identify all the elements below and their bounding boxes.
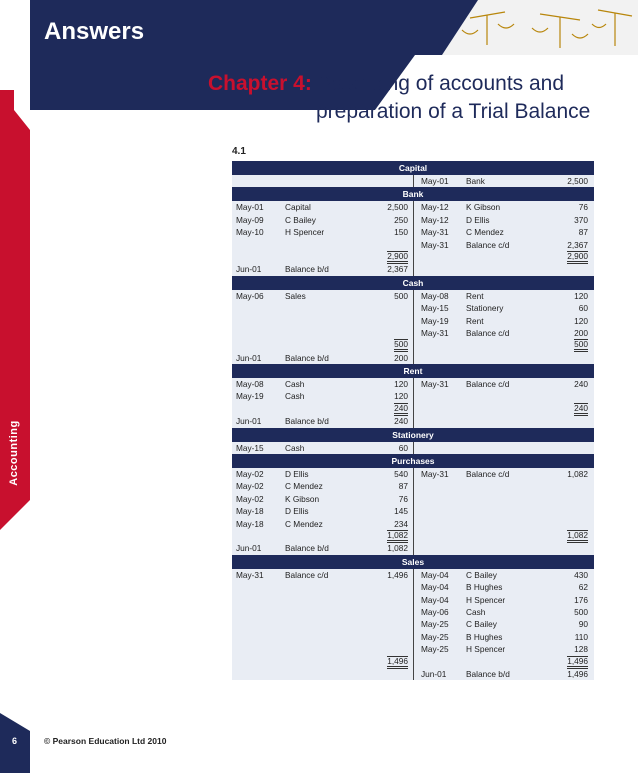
- credit-amount: 500: [574, 339, 588, 352]
- copyright: © Pearson Education Ltd 2010: [44, 736, 167, 746]
- debit-amount: 500: [394, 290, 408, 301]
- credit-date: May-31: [421, 239, 449, 250]
- debit-date: May-18: [236, 506, 264, 517]
- credit-particulars: Balance c/d: [466, 469, 510, 480]
- credit-amount: 62: [578, 582, 588, 593]
- debit-amount: 76: [398, 493, 408, 504]
- credit-date: Jun-01: [421, 668, 447, 679]
- debit-amount: 120: [394, 391, 408, 402]
- debit-amount: 500: [394, 339, 408, 352]
- ledger-row: [232, 175, 594, 187]
- debit-amount: 1,082: [387, 543, 408, 554]
- total-row: [232, 530, 594, 542]
- question-number: 4.1: [232, 146, 246, 157]
- ledger-row: [232, 643, 594, 655]
- ledger-row: [232, 302, 594, 314]
- debit-particulars: Cash: [285, 379, 305, 390]
- account-title-cash: Cash: [232, 276, 594, 290]
- credit-date: May-12: [421, 214, 449, 225]
- ledger-row: [232, 214, 594, 226]
- ledger-row: [232, 239, 594, 251]
- debit-amount: 1,496: [387, 569, 408, 580]
- ledger-row: [232, 327, 594, 339]
- credit-date: May-06: [421, 606, 449, 617]
- credit-particulars: Balance c/d: [466, 327, 510, 338]
- debit-date: May-10: [236, 227, 264, 238]
- debit-date: May-15: [236, 442, 264, 453]
- ledger-row: [232, 415, 594, 427]
- credit-date: May-19: [421, 315, 449, 326]
- debit-date: May-19: [236, 391, 264, 402]
- debit-amount: 2,900: [387, 251, 408, 264]
- debit-amount: 1,082: [387, 530, 408, 543]
- debit-date: May-18: [236, 518, 264, 529]
- credit-amount: 430: [574, 569, 588, 580]
- credit-particulars: Balance b/d: [466, 668, 510, 679]
- ledger-row: [232, 493, 594, 505]
- debit-particulars: Balance b/d: [285, 352, 329, 363]
- credit-date: May-31: [421, 469, 449, 480]
- credit-amount: 76: [578, 202, 588, 213]
- account-body: [232, 442, 594, 454]
- total-row: [232, 403, 594, 415]
- debit-amount: 145: [394, 506, 408, 517]
- credit-amount: 370: [574, 214, 588, 225]
- debit-amount: 250: [394, 214, 408, 225]
- debit-particulars: K Gibson: [285, 493, 320, 504]
- chapter-number: Chapter 4:: [208, 72, 312, 95]
- credit-amount: 1,082: [567, 530, 588, 543]
- debit-date: Jun-01: [236, 352, 262, 363]
- debit-date: May-06: [236, 290, 264, 301]
- credit-amount: 90: [578, 619, 588, 630]
- debit-particulars: C Mendez: [285, 481, 323, 492]
- debit-amount: 87: [398, 481, 408, 492]
- ledger-row: [232, 378, 594, 390]
- credit-amount: 120: [574, 315, 588, 326]
- account-body: [232, 175, 594, 187]
- debit-particulars: Capital: [285, 202, 311, 213]
- debit-date: Jun-01: [236, 264, 262, 275]
- debit-amount: 150: [394, 227, 408, 238]
- debit-particulars: D Ellis: [285, 469, 309, 480]
- chapter-title-line2: preparation of a Trial Balance: [316, 100, 591, 123]
- account-title-purchases: Purchases: [232, 454, 594, 468]
- debit-particulars: Balance b/d: [285, 264, 329, 275]
- debit-particulars: Sales: [285, 290, 306, 301]
- credit-particulars: Balance c/d: [466, 239, 510, 250]
- debit-amount: 2,500: [387, 202, 408, 213]
- debit-date: Jun-01: [236, 543, 262, 554]
- credit-particulars: C Bailey: [466, 619, 497, 630]
- debit-amount: 2,367: [387, 264, 408, 275]
- credit-amount: 240: [574, 403, 588, 416]
- ledger-row: [232, 315, 594, 327]
- ledger-row: [232, 606, 594, 618]
- credit-date: May-31: [421, 379, 449, 390]
- credit-amount: 2,367: [567, 239, 588, 250]
- credit-particulars: Stationery: [466, 303, 504, 314]
- debit-particulars: Balance b/d: [285, 543, 329, 554]
- ledger-row: [232, 542, 594, 554]
- debit-amount: 540: [394, 469, 408, 480]
- ledger-row: [232, 569, 594, 581]
- credit-particulars: Cash: [466, 606, 486, 617]
- credit-particulars: H Spencer: [466, 594, 506, 605]
- debit-date: May-02: [236, 493, 264, 504]
- credit-date: May-31: [421, 327, 449, 338]
- ledger-row: [232, 480, 594, 492]
- debit-amount: 240: [394, 403, 408, 416]
- debit-amount: 60: [398, 442, 408, 453]
- account-title-sales: Sales: [232, 555, 594, 569]
- credit-date: May-08: [421, 290, 449, 301]
- account-body: [232, 378, 594, 428]
- ledger-row: [232, 618, 594, 630]
- total-row: [232, 339, 594, 351]
- account-title-stationery: Stationery: [232, 428, 594, 442]
- account-body: [232, 468, 594, 555]
- total-row: [232, 251, 594, 263]
- debit-particulars: Balance b/d: [285, 416, 329, 427]
- credit-date: May-31: [421, 227, 449, 238]
- debit-amount: 240: [394, 416, 408, 427]
- account-title-rent: Rent: [232, 364, 594, 378]
- credit-particulars: K Gibson: [466, 202, 501, 213]
- credit-date: May-01: [421, 176, 449, 186]
- credit-amount: 1,496: [567, 656, 588, 669]
- debit-amount: 200: [394, 352, 408, 363]
- ledger-row: [232, 390, 594, 402]
- credit-amount: 500: [574, 606, 588, 617]
- ledger-row: [232, 352, 594, 364]
- debit-amount: 234: [394, 518, 408, 529]
- debit-particulars: C Bailey: [285, 214, 316, 225]
- debit-date: May-02: [236, 469, 264, 480]
- ledger-row: [232, 518, 594, 530]
- credit-amount: 2,900: [567, 251, 588, 264]
- credit-particulars: Rent: [466, 315, 484, 326]
- debit-amount: 1,496: [387, 656, 408, 669]
- ledger-row: [232, 468, 594, 480]
- ledger-row: [232, 263, 594, 275]
- debit-date: May-08: [236, 379, 264, 390]
- debit-particulars: Balance c/d: [285, 569, 329, 580]
- account-title-capital: Capital: [232, 161, 594, 175]
- ledger-row: [232, 226, 594, 238]
- debit-particulars: D Ellis: [285, 506, 309, 517]
- credit-amount: 128: [574, 644, 588, 655]
- credit-amount: 2,500: [567, 176, 588, 186]
- credit-particulars: B Hughes: [466, 631, 503, 642]
- ledger-row: [232, 631, 594, 643]
- credit-date: May-25: [421, 631, 449, 642]
- page-number: 6: [12, 736, 18, 746]
- chapter-title-line1: Balancing of accounts and: [317, 72, 565, 95]
- credit-particulars: B Hughes: [466, 582, 503, 593]
- ledger-row: [232, 201, 594, 213]
- ledger-row: [232, 594, 594, 606]
- debit-particulars: H Spencer: [285, 227, 325, 238]
- credit-amount: 240: [574, 379, 588, 390]
- credit-particulars: Rent: [466, 290, 484, 301]
- account-title-bank: Bank: [232, 187, 594, 201]
- chapter-heading: [208, 70, 590, 126]
- credit-amount: 200: [574, 327, 588, 338]
- credit-amount: 1,496: [567, 668, 588, 679]
- credit-date: May-04: [421, 569, 449, 580]
- ledger-row: [232, 442, 594, 454]
- credit-date: May-12: [421, 202, 449, 213]
- credit-amount: 1,082: [567, 469, 588, 480]
- credit-particulars: D Ellis: [466, 214, 490, 225]
- credit-particulars: Bank: [466, 176, 485, 186]
- credit-amount: 87: [578, 227, 588, 238]
- credit-amount: 110: [574, 631, 588, 642]
- credit-particulars: C Bailey: [466, 569, 497, 580]
- account-body: [232, 290, 594, 364]
- debit-particulars: C Mendez: [285, 518, 323, 529]
- credit-particulars: Balance c/d: [466, 379, 510, 390]
- credit-date: May-25: [421, 644, 449, 655]
- credit-amount: 176: [574, 594, 588, 605]
- credit-particulars: C Mendez: [466, 227, 504, 238]
- account-body: [232, 201, 594, 275]
- debit-date: May-09: [236, 214, 264, 225]
- credit-amount: 60: [578, 303, 588, 314]
- debit-date: May-02: [236, 481, 264, 492]
- side-strip: [0, 0, 30, 773]
- ledger-row: [232, 505, 594, 517]
- debit-date: May-31: [236, 569, 264, 580]
- credit-date: May-04: [421, 582, 449, 593]
- header-title: Answers: [44, 18, 145, 45]
- credit-date: May-04: [421, 594, 449, 605]
- debit-date: May-01: [236, 202, 264, 213]
- debit-amount: 120: [394, 379, 408, 390]
- credit-date: May-15: [421, 303, 449, 314]
- credit-date: May-25: [421, 619, 449, 630]
- ledger-row: [232, 581, 594, 593]
- debit-date: Jun-01: [236, 416, 262, 427]
- credit-particulars: H Spencer: [466, 644, 506, 655]
- total-row: [232, 656, 594, 668]
- ledger-row: [232, 668, 594, 680]
- ledger-table: [232, 161, 594, 680]
- account-body: [232, 569, 594, 681]
- ledger-row: [232, 290, 594, 302]
- debit-particulars: Cash: [285, 442, 305, 453]
- debit-particulars: Cash: [285, 391, 305, 402]
- credit-amount: 120: [574, 290, 588, 301]
- side-label: Accounting: [8, 420, 20, 486]
